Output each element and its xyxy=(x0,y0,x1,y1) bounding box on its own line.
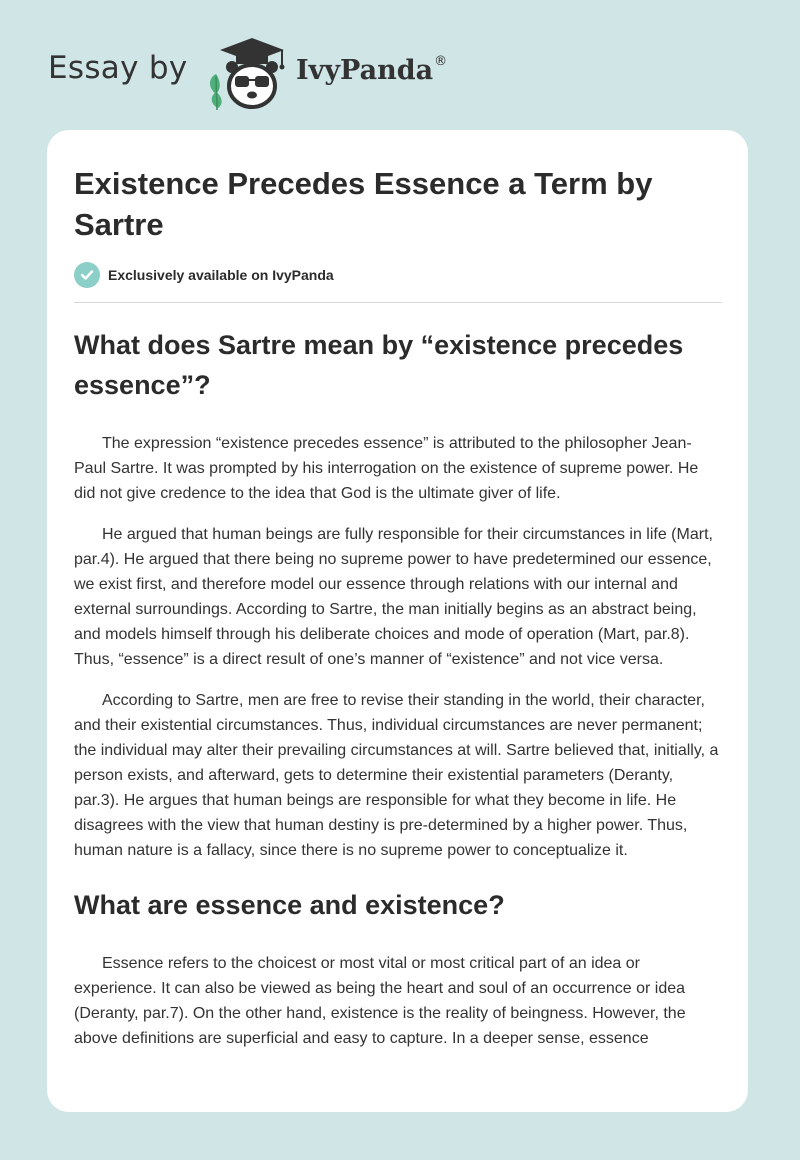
section-heading: What does Sartre mean by “existence precedes essence”? xyxy=(74,330,684,400)
page-title: Existence Precedes Essence a Term by Sartre xyxy=(74,166,653,242)
article-body xyxy=(74,325,722,1051)
paragraph: He argued that human beings are fully responsible for their circumstances in life (Mart, par.4). He argued that there being no supreme power to have predetermined our essence, we exist first, and therefore model our essence through relations with our internal and external surroundings. According to Sartre, the man initially begins as an abstract being, and models himself through his deliberate choices and mode of operation (Mart, par.8). Thus, “essence” is a direct result of one’s manner of “existence” and not vice versa. xyxy=(74,526,713,668)
paragraph: According to Sartre, men are free to revise their standing in the world, their character, and their existential circumstances. Thus, individual circumstances are never permanent; the individual may alter their prevailing circumstances at will. Sartre believed that, initially, a person exists, and afterward, gets to determine their existential parameters (Deranty, par.3). He argues that human beings are responsible for what they become in life. He disagrees with the view that human destiny is pre-determined by a higher power. Thus, human nature is a fallacy, since there is no supreme power to conceptualize it. xyxy=(74,692,719,859)
badge-label: Exclusively available on IvyPanda xyxy=(108,267,334,283)
brand-label: IvyPanda xyxy=(296,55,434,86)
checkmark-icon xyxy=(74,262,100,288)
essay-by-label: Essay by xyxy=(48,50,188,86)
paragraph: Essence refers to the choicest or most vital or most critical part of an idea or experience. It can also be viewed as being the heart and soul of an occurrence or idea (Deranty, par.7). On the other hand, existence is the reality of beingness. However, the above definitions are superficial and easy to capture. In a deeper sense, essence xyxy=(74,955,686,1047)
exclusive-badge xyxy=(74,262,334,288)
divider xyxy=(74,302,722,303)
brand-name xyxy=(296,54,447,86)
section-heading: What are essence and existence? xyxy=(74,890,505,920)
registered-mark: ® xyxy=(434,54,448,69)
site-header xyxy=(48,34,508,110)
paragraph: The expression “existence precedes essence” is attributed to the philosopher Jean-Paul Sartre. It was prompted by his interrogation on the existence of supreme power. He did not give credence to the idea that God is the ultimate giver of life. xyxy=(74,435,699,502)
panda-logo-icon xyxy=(202,34,294,110)
essay-card xyxy=(47,130,748,1112)
ivy-leaf-icon xyxy=(210,74,222,110)
